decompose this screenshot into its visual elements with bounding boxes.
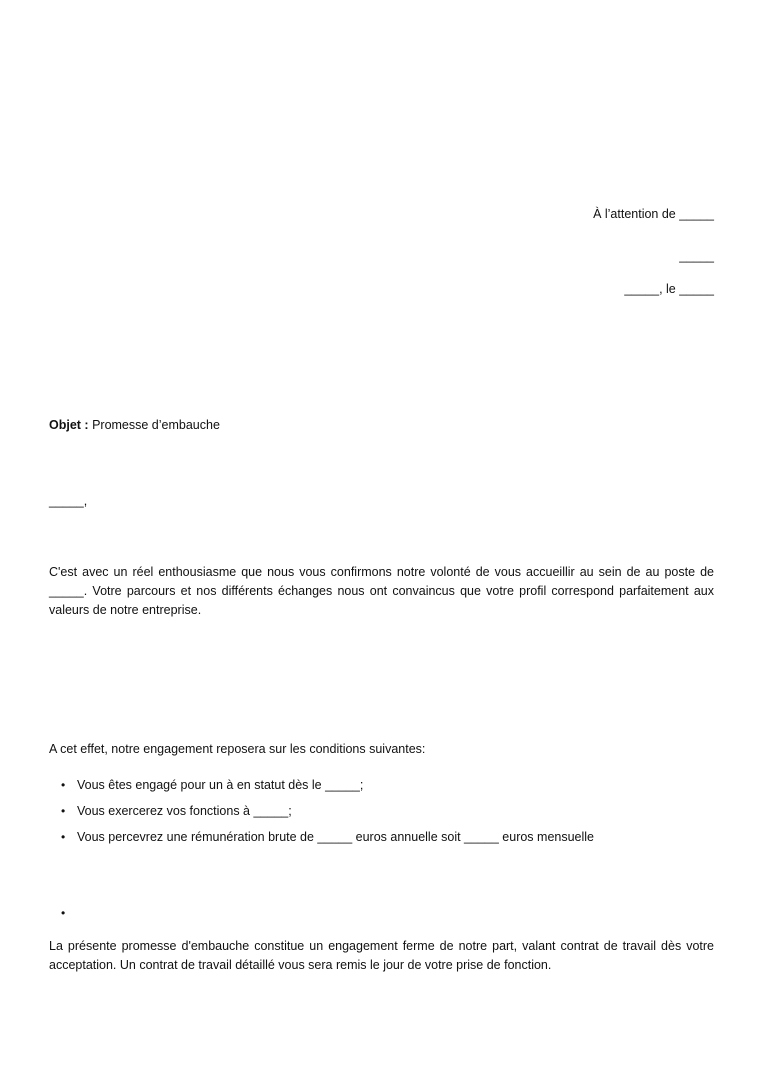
bullet-icon: •	[61, 830, 66, 844]
subject-text: Promesse d’embauche	[88, 418, 220, 432]
intro-paragraph: C'est avec un réel enthousiasme que nous vous confirmons notre volonté de vous accueillir au sein de au poste de _____. Votre parcours et nos différents échanges nous ont convaincus que votre profil correspond parfaitement aux valeurs de notre entreprise.	[49, 565, 714, 617]
bullet-icon: •	[61, 778, 66, 792]
recipient-address-line: _____	[679, 249, 714, 263]
subject-label: Objet :	[49, 418, 89, 432]
place-date-line: _____, le _____	[624, 282, 714, 296]
conditions-intro: A cet effet, notre engagement reposera sur les conditions suivantes:	[49, 742, 426, 756]
conditions-list	[49, 776, 714, 854]
list-item	[49, 802, 714, 828]
closing-paragraph: La présente promesse d'embauche constitue un engagement ferme de notre part, valant contrat de travail dès votre acceptation. Un contrat de travail détaillé vous sera remis le jour de votre prise de fonction.	[49, 939, 714, 972]
empty-bullet-icon: •	[61, 906, 66, 920]
recipient-attention-line: À l’attention de _____	[593, 207, 714, 221]
condition-text: Vous êtes engagé pour un à en statut dès le _____;	[77, 778, 364, 792]
bullet-icon: •	[61, 804, 66, 818]
salutation: _____,	[49, 494, 88, 508]
list-item	[49, 828, 714, 854]
subject-line	[49, 418, 220, 432]
condition-text: Vous percevrez une rémunération brute de _____ euros annuelle soit _____ euros mensuelle	[77, 830, 595, 844]
condition-text: Vous exercerez vos fonctions à _____;	[77, 804, 292, 818]
list-item	[49, 776, 714, 802]
